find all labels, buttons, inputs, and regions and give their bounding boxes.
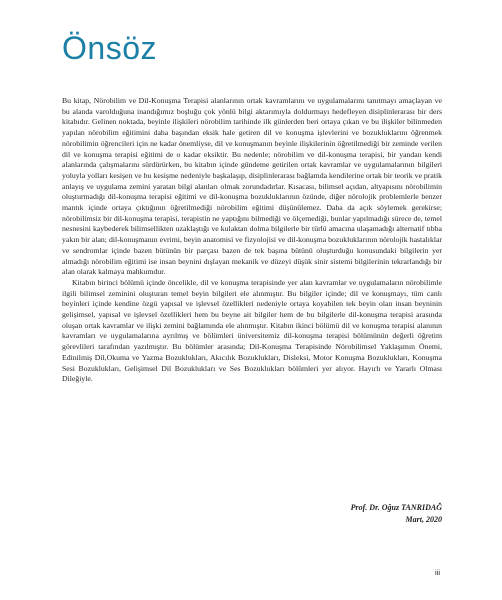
page-title: Önsöz (62, 30, 157, 66)
signature-block (351, 502, 442, 525)
page-number: iii (435, 568, 440, 577)
signature-author: Prof. Dr. Oğuz TANRIDAĞ (350, 503, 442, 512)
preface-body (62, 96, 442, 385)
preface-paragraph-2: Kitabın birinci bölümü içinde öncelikle, dil ve konuşma terapisinde yer alan kavramlar ve uygulamaların nörobilimle ilgili bilimsel zeminini oluşturan temel beyin bilgileri ele alınmıştır. Bu bilgiler içinde; dil ve konuşmayı, tüm canlı beyinleri içinde kendine özgü yapısal ve işlevsel özellikleri nedeniyle ortaya koyabilen tek beyin olan insan beyninin gelişimsel, yapısal ve işlevsel özellikleri hem bu beyne ait bilgiler hem de bu bilgilerle dil-konuşma terapisi arasında oluşan ortak kavramlar ve ilişki zemini bağlamında ele alınmıştır. Kitabın ikinci bölümü dil ve konuşma terapisi alanının kavramları ve uygulamalarına ayrılmış ve bölümleri üniversitemiz dil-konuşma terapisi bölümünün değerli öğretim görevlileri tarafından yazılmıştır. Bu bölümler arasında; Dil-Konuşma Terapisinde Nörobilimsel Yaklaşımın Önemi, Edinilmiş Dil,Okuma ve Yazma Bozuklukları, Akıcılık Bozuklukları, Disleksi, Motor Konuşma Bozuklukları, Konuşma Sesi Bozuklukları, Gelişimsel Dil Bozuklukları ve Ses Bozuklukları bölümleri yer alıyor. Hayırlı ve Yararlı Olması Dileğiyle. (62, 277, 442, 384)
signature-date: Mart, 2020 (405, 514, 442, 524)
preface-paragraph-1: Bu kitap, Nörobilim ve Dil-Konuşma Terapisi alanlarının ortak kavramlarını ve uygulamalarını tanıtmayı amaçlayan ve bu alanda varolduğuna inandığımız boşluğu çok yönlü bilgi aktarımıyla doldurmayı hedefleyen disiplinlerarası bir ders kitabıdır. Gelinen noktada, beyinle ilişkileri nörobilim tarihinde ilk günlerden beri ortaya çıkan ve bu ilişkiler bilinmeden yapılan nörobilim eğitimini daha başından eksik hale getiren dil ve konuşma işlevlerini ve bozukluklarını öğrenmek nörobilimin öğrencileri için ne kadar önemliyse, dil ve konuşmanın beyinle ilişkilerinin öğretilmediği bir zeminde verilen dil ve konuşma terapisi eğitimi de o kadar eksiktir. Bu nedenle; nörobilim ve dil-konuşma terapisi, bir yandan kendi alanlarında çalışmalarını sürdürürken, bu kitabın içinde gündeme getirilen ortak kavramlar ve uygulamalarının bilgileri yoluyla yolları kesişen ve bu kesişme nedeniyle başkalaşıp, disiplinlerarası bağlamda kendilerine ortak bir teorik ve pratik anlayış ve uygulama zemini yaratan bilgi alanları olmak zorundadırlar. Kısacası, bilimsel açıdan, altyapısını nörobilimin oluşturmadığı dil-konuşma terapisi eğitimi ve dil-konuşma bozukluklarının özünde, diğer nörolojik problemlerle benzer mantık içinde ortaya çıktığının öğretilmediği nörobilim eğitimi düşünülemez. Daha da açık söylemek gerekirse; nörobilimsiz bir dil-konuşma terapisi, terapistin ne yaptığını bilmediği ve ölçemediği, bunlar yapılmadığı sürece de, temel nesnesini kaybederek bilimsellikten uzaklaştığı ve kulaktan dolma bilgilerle bir türlü amacına ulaşamadığı alternatif tıbba yakın bir alan; dil-konuşmanın evrimi, beyin anatomisi ve fizyolojisi ve dil-konuşma bozukluklarının nörolojik hastalıklar ve sendromlar içinde bazen bütünün bir parçası bazen de tek başına bütünü oluşturduğu konusundaki bilgilerin yer almadığı nörobilim eğitimi ise insan beynini dışlayan mekanik ve düzeyi düşük sinir sistemi bilgilerinin tekrarlandığı bir alan olarak kalmaya mahkumdur. (62, 96, 442, 277)
